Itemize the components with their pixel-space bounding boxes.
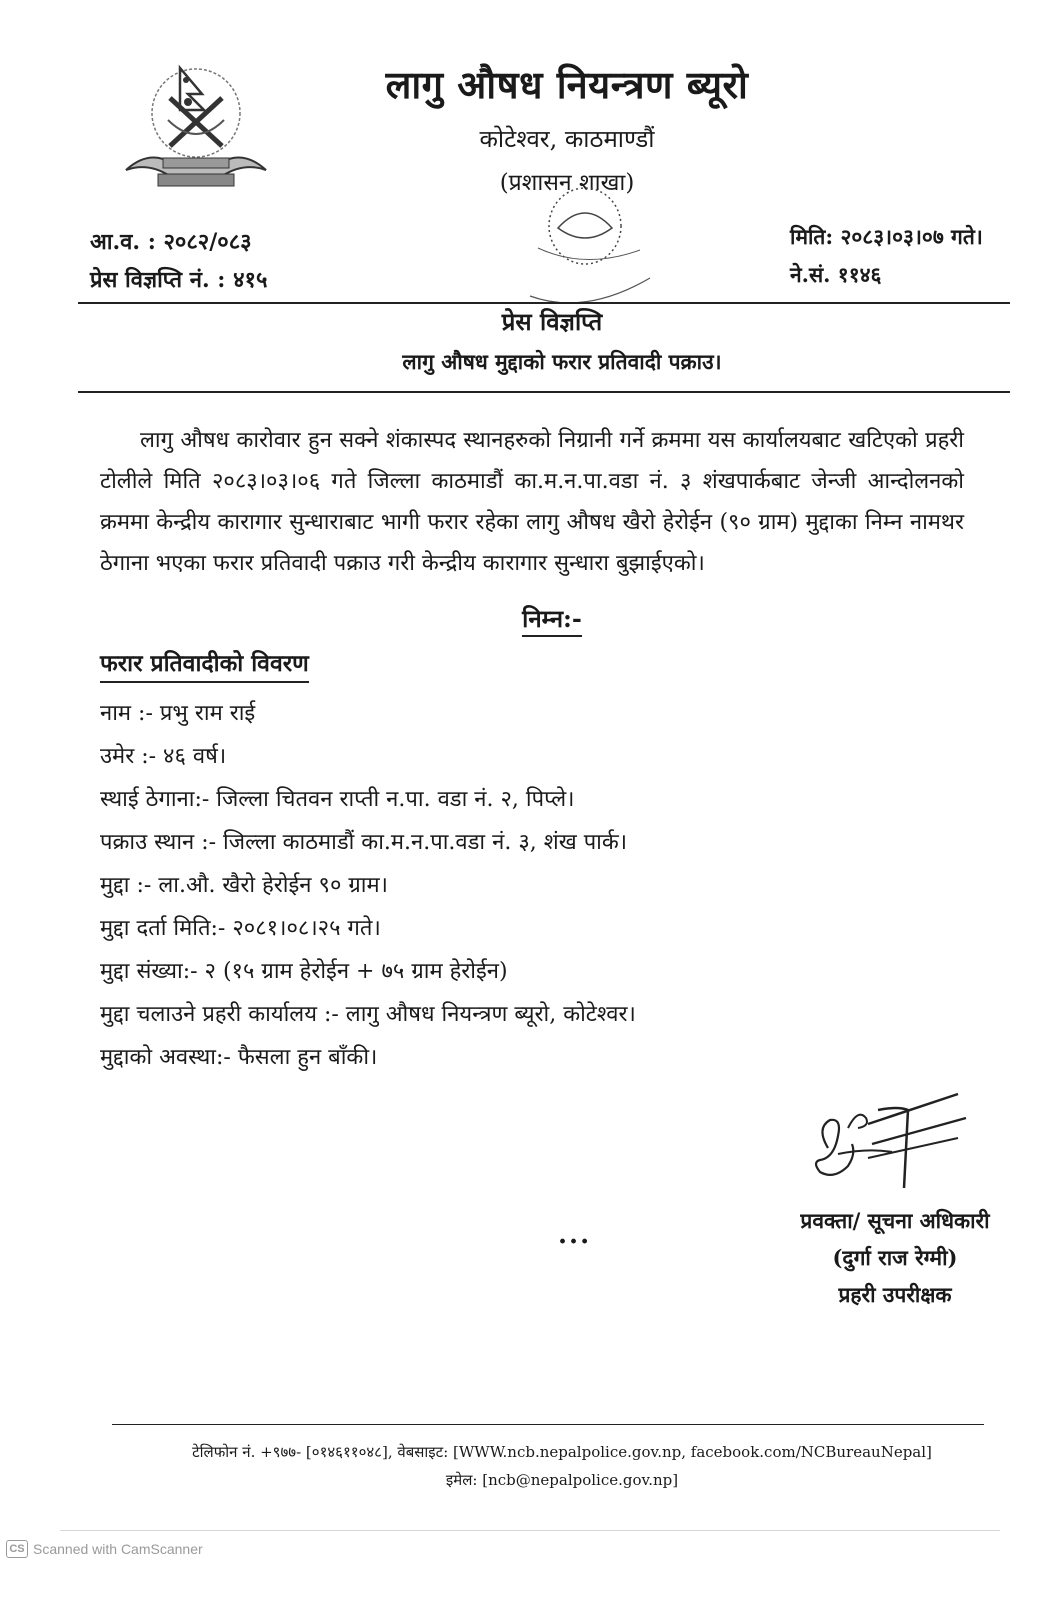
organization-branch: (प्रशासन शाखा) <box>499 170 635 196</box>
nepal-sambat-date: ने.सं. ११४६ <box>790 262 882 287</box>
divider-top <box>78 302 1010 304</box>
footer-email: इमेल: [ncb@nepalpolice.gov.np] <box>445 1471 679 1489</box>
release-date: मिति: २०८३।०३।०७ गते। <box>790 224 983 249</box>
notice-heading: प्रेस विज्ञप्ति <box>501 307 603 336</box>
meta-right-block <box>790 218 983 294</box>
page-edge-line <box>60 1530 1000 1531</box>
scanner-watermark <box>6 1540 203 1558</box>
below-heading <box>0 602 1064 635</box>
accused-details-list <box>100 692 636 1079</box>
footer-divider <box>112 1424 984 1425</box>
list-item: मुद्दा चलाउने प्रहरी कार्यालय :- लागु औषध नियन्त्रण ब्यूरो, कोटेश्वर। <box>100 1002 636 1027</box>
list-item: उमेर :- ४६ वर्ष। <box>100 744 227 769</box>
signatory-rank: प्रहरी उपरीक्षक <box>838 1282 952 1307</box>
organization-title: लागु औषध नियन्त्रण ब्यूरो <box>385 62 749 107</box>
below-heading-label: निम्न:- <box>522 604 582 637</box>
fiscal-year: आ.व. : २०८२/०८३ <box>90 229 252 255</box>
list-item: मुद्दा दर्ता मिति:- २०८१।०८।२५ गते। <box>100 916 381 941</box>
list-item: मुद्दा संख्या:- २ (१५ ग्राम हेरोईन + ७५ ग्राम हेरोईन) <box>100 959 508 984</box>
signatory-block <box>780 1202 1010 1313</box>
details-title: फरार प्रतिवादीको विवरण <box>100 646 309 683</box>
scanner-watermark-text: Scanned with CamScanner <box>33 1541 203 1557</box>
meta-left-block <box>90 223 267 299</box>
office-seal-stamp-icon <box>490 178 680 318</box>
press-release-number: प्रेस विज्ञप्ति नं. : ४१५ <box>90 267 268 293</box>
handwritten-signature-icon <box>808 1088 978 1198</box>
continuation-ellipsis: ... <box>558 1220 592 1250</box>
camscanner-icon: CS <box>6 1540 28 1558</box>
signatory-name: (दुर्गा राज रेग्मी) <box>832 1245 958 1270</box>
notice-body-paragraph: लागु औषध कारोवार हुन सक्ने शंकास्पद स्थानहरुको निग्रानी गर्ने क्रममा यस कार्यालयबाट खटिएको प्रहरी टोलीले मिति २०८३।०३।०६ गते जिल्ला काठमाडौं का.म.न.पा.वडा नं. ३ शंखपार्कबाट जेन्जी आन्दोलनको क्रममा केन्द्रीय कारागार सुन्धाराबाट भागी फरार रहेका लागु औषध खैरो हेरोईन (९० ग्राम) मुद्दाका निम्न नामथर ठेगाना भएका फरार प्रतिवादी पक्राउ गरी केन्द्रीय कारागार सुन्धारा बुझाईएको। <box>100 428 964 576</box>
list-item: नाम :- प्रभु राम राई <box>100 701 256 726</box>
list-item: मुद्दा :- ला.औ. खैरो हेरोईन ९० ग्राम। <box>100 873 388 898</box>
divider-bottom <box>78 391 1010 393</box>
list-item: पक्राउ स्थान :- जिल्ला काठमाडौं का.म.न.पा.वडा नं. ३, शंख पार्क। <box>100 830 628 855</box>
signatory-role: प्रवक्ता/ सूचना अधिकारी <box>800 1208 990 1233</box>
footer-contact: टेलिफोन नं. +९७७- [०१४६११०४८], वेबसाइट: [WWW.ncb.nepalpolice.gov.np, facebook.com/NCBureauNepal] <box>192 1443 932 1461</box>
notice-subject: लागु औषध मुद्दाको फरार प्रतिवादी पक्राउ। <box>402 349 722 374</box>
list-item: स्थाई ठेगाना:- जिल्ला चितवन राप्ती न.पा. वडा नं. २, पिप्ले। <box>100 787 575 812</box>
list-item: मुद्दाको अवस्था:- फैसला हुन बाँकी। <box>100 1045 378 1070</box>
organization-address: कोटेश्वर, काठमाण्डौं <box>479 125 655 153</box>
